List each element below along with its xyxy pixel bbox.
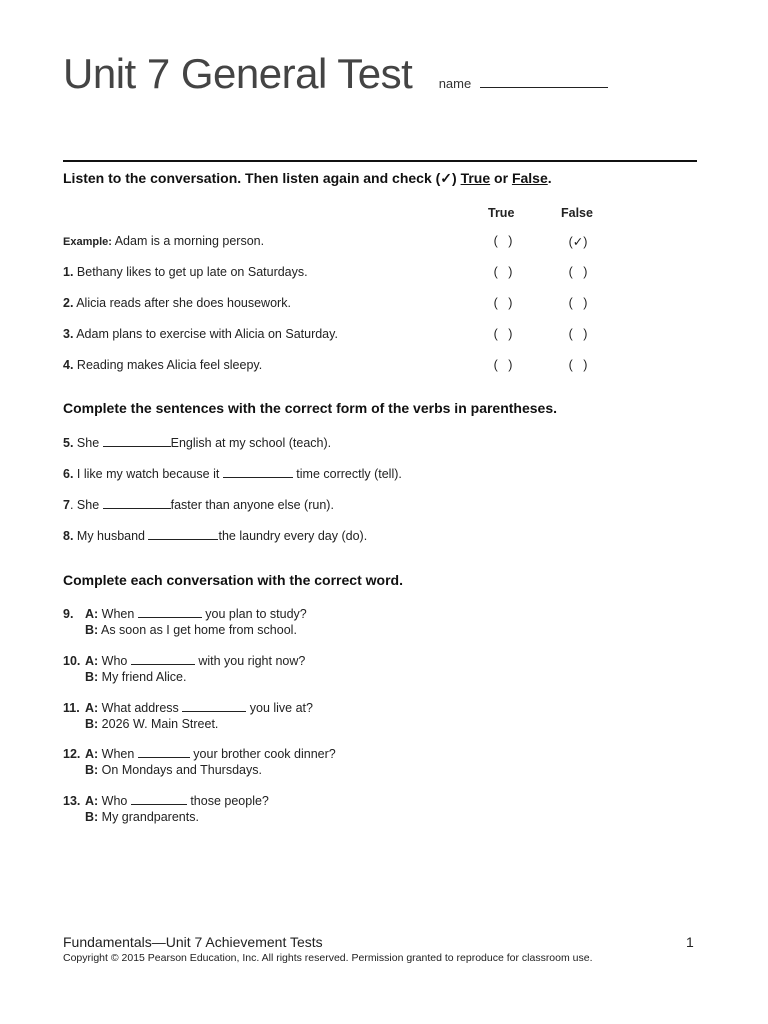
speaker-b-label: B: [85,763,99,777]
page-title: Unit 7 General Test [63,50,413,97]
conversation-item [63,654,305,686]
example-label: Example: [63,236,112,248]
question-number: 8. [63,529,74,543]
speaker-a-label: A: [85,607,99,621]
reply-text: 2026 W. Main Street. [98,717,219,731]
question-number: 13. [63,794,81,808]
or-word: or [490,170,512,186]
answer-blank[interactable] [138,747,190,758]
line-start: What address [98,701,183,715]
question-text: Reading makes Alicia feel sleepy. [73,358,263,372]
speaker-b-label: B: [85,810,99,824]
question-number: 2. [63,296,74,310]
question-text: Bethany likes to get up late on Saturdays. [73,265,308,279]
line-end: you live at? [246,701,313,715]
question-number: 4. [63,358,74,372]
fill-sentence [63,436,331,450]
column-header-true: True [488,206,515,220]
question-number: 11. [63,701,80,715]
answer-blank[interactable] [138,607,202,618]
answer-blank[interactable] [103,498,171,509]
question-row [63,265,663,283]
line-start: Who [98,654,131,668]
false-checkbox[interactable]: ( ) [568,327,588,341]
false-checkbox[interactable]: ( ) [568,358,588,372]
true-word: True [460,170,491,186]
period: . [547,170,552,186]
speaker-a-label: A: [85,701,99,715]
question-row [63,296,663,314]
line-start: When [98,607,138,621]
line-end: those people? [186,794,269,808]
reply-text: My grandparents. [98,810,199,824]
column-header-false: False [561,206,593,220]
name-field-line[interactable] [480,86,608,88]
conversation-item [63,747,336,779]
question-number: 10. [63,654,81,668]
answer-blank[interactable] [148,529,218,540]
instruction-text: Listen to the conversation. Then listen again and check (✓) [63,170,461,186]
question-number: 3. [63,327,74,341]
footer-title: Fundamentals—Unit 7 Achievement Tests [63,934,323,950]
answer-blank[interactable] [131,794,187,805]
speaker-b-label: B: [85,717,99,731]
question-text: Adam plans to exercise with Alicia on Saturday. [73,327,338,341]
sentence-end: English at my school (teach). [170,436,332,450]
name-label: name [438,76,472,91]
true-checkbox[interactable]: ( ) [493,296,513,310]
sentence-end: time correctly (tell). [292,467,402,481]
true-checkbox[interactable]: ( ) [493,358,513,372]
speaker-a-label: A: [85,747,99,761]
conversation-item [63,607,307,639]
line-end: with you right now? [194,654,306,668]
line-end: your brother cook dinner? [189,747,336,761]
question-number: 7 [63,498,70,512]
answer-blank[interactable] [182,701,246,712]
example-text: Adam is a morning person. [111,234,265,248]
answer-blank[interactable] [131,654,195,665]
speaker-b-label: B: [85,670,99,684]
line-end: you plan to study? [201,607,307,621]
false-checkbox[interactable]: ( ) [568,296,588,310]
true-checkbox[interactable]: ( ) [493,327,513,341]
reply-text: My friend Alice. [98,670,187,684]
sentence-end: the laundry every day (do). [218,529,368,543]
question-number: 9. [63,607,74,621]
reply-text: On Mondays and Thursdays. [98,763,262,777]
question-number: 5. [63,436,74,450]
fill-sentence [63,467,402,481]
answer-blank[interactable] [223,467,293,478]
fill-sentence [63,498,334,512]
example-false-checkbox[interactable]: (✓) [568,235,588,249]
example-true-checkbox[interactable]: ( ) [493,234,513,248]
sentence-start: My husband [73,529,149,543]
line-start: When [98,747,138,761]
line-start: Who [98,794,131,808]
question-row [63,358,663,376]
speaker-a-label: A: [85,654,99,668]
sentence-start: She [73,436,103,450]
speaker-a-label: A: [85,794,99,808]
page-number: 1 [686,934,694,950]
true-checkbox[interactable]: ( ) [493,265,513,279]
sentence-start: I like my watch because it [73,467,223,481]
question-text: Alicia reads after she does housework. [73,296,291,310]
section1-instruction [63,170,552,187]
false-word: False [511,170,548,186]
reply-text: As soon as I get home from school. [98,623,297,637]
question-number: 12. [63,747,81,761]
speaker-b-label: B: [85,623,99,637]
fill-sentence [63,529,367,543]
false-checkbox[interactable]: ( ) [568,265,588,279]
conversation-item [63,701,313,733]
question-row [63,327,663,345]
sentence-start: . She [69,498,103,512]
section2-instruction: Complete the sentences with the correct form of the verbs in parentheses. [63,400,558,416]
conversation-item [63,794,269,826]
question-number: 1. [63,265,74,279]
section-divider [63,160,697,162]
example-row [63,234,663,252]
answer-blank[interactable] [103,436,171,447]
section3-instruction: Complete each conversation with the correct word. [63,572,403,588]
title-row [63,50,608,98]
question-number: 6. [63,467,74,481]
copyright-notice: Copyright © 2015 Pearson Education, Inc. All rights reserved. Permission granted to reproduce for classroom use. [63,952,593,964]
sentence-end: faster than anyone else (run). [170,498,334,512]
